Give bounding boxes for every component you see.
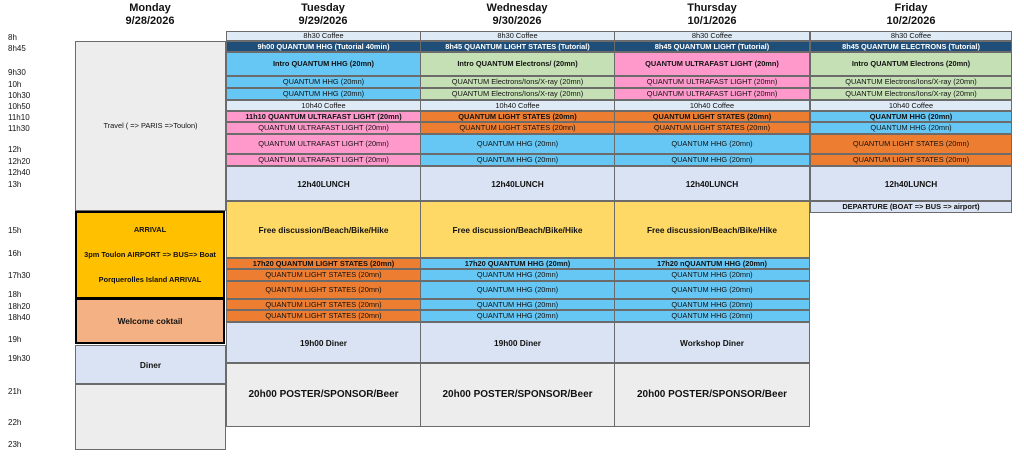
wednesday-session-11h10: QUANTUM LIGHT STATES (20mn) bbox=[420, 111, 615, 122]
tuesday-coffee-mid: 10h40 Coffee bbox=[226, 100, 421, 111]
tuesday-session-10h30: QUANTUM HHG (20mn) bbox=[226, 88, 421, 100]
time-label: 12h20 bbox=[8, 157, 31, 166]
tuesday-session-18h40: QUANTUM LIGHT STATES (20mn) bbox=[226, 310, 421, 322]
time-label: 8h45 bbox=[8, 44, 26, 53]
wednesday-session-18h20: QUANTUM HHG (20mn) bbox=[420, 299, 615, 310]
thursday-session-17h30: QUANTUM HHG (20mn) bbox=[614, 269, 810, 281]
wednesday-diner: 19h00 Diner bbox=[420, 322, 615, 363]
friday-intro: Intro QUANTUM Electrons (20mn) bbox=[810, 52, 1012, 76]
tuesday-tutorial: 9h00 QUANTUM HHG (Tutorial 40min) bbox=[226, 41, 421, 52]
thursday-diner: Workshop Diner bbox=[614, 322, 810, 363]
time-label: 21h bbox=[8, 387, 22, 396]
tuesday-free-discussion: Free discussion/Beach/Bike/Hike bbox=[226, 201, 421, 258]
monday-empty bbox=[75, 384, 226, 450]
tuesday-session-10h: QUANTUM HHG (20mn) bbox=[226, 76, 421, 88]
wednesday-session-12h20: QUANTUM HHG (20mn) bbox=[420, 154, 615, 166]
friday-departure: DEPARTURE (BOAT => BUS => airport) bbox=[810, 201, 1012, 213]
tuesday-session-18h: QUANTUM LIGHT STATES (20mn) bbox=[226, 281, 421, 299]
time-label: 11h10 bbox=[8, 113, 30, 122]
wednesday-tutorial: 8h45 QUANTUM LIGHT STATES (Tutorial) bbox=[420, 41, 615, 52]
tuesday-intro: Intro QUANTUM HHG (20mn) bbox=[226, 52, 421, 76]
thursday-session-17h20: 17h20 nQUANTUM HHG (20mn) bbox=[614, 258, 810, 269]
day-header-thursday: Thursday 10/1/2026 bbox=[687, 2, 737, 27]
time-label: 10h bbox=[8, 80, 22, 89]
tuesday-diner: 19h00 Diner bbox=[226, 322, 421, 363]
tuesday-poster: 20h00 POSTER/SPONSOR/Beer bbox=[226, 363, 421, 427]
wednesday-coffee-mid: 10h40 Coffee bbox=[420, 100, 615, 111]
time-label: 10h30 bbox=[8, 91, 31, 100]
time-label: 12h bbox=[8, 145, 22, 154]
tuesday-coffee-morning: 8h30 Coffee bbox=[226, 31, 421, 41]
time-label: 11h30 bbox=[8, 124, 30, 133]
time-label: 22h bbox=[8, 418, 22, 427]
wednesday-poster: 20h00 POSTER/SPONSOR/Beer bbox=[420, 363, 615, 427]
wednesday-session-18h40: QUANTUM HHG (20mn) bbox=[420, 310, 615, 322]
day-header-monday: Monday 9/28/2026 bbox=[125, 2, 175, 27]
tuesday-session-17h20: 17h20 QUANTUM LIGHT STATES (20mn) bbox=[226, 258, 421, 269]
wednesday-session-10h30: QUANTUM Electrons/Ions/X-ray (20mn) bbox=[420, 88, 615, 100]
friday-session-10h30: QUANTUM Electrons/Ions/X-ray (20mn) bbox=[810, 88, 1012, 100]
wednesday-intro: Intro QUANTUM Electrons/ (20mn) bbox=[420, 52, 615, 76]
thursday-tutorial: 8h45 QUANTUM LIGHT (Tutorial) bbox=[614, 41, 810, 52]
friday-session-11h30: QUANTUM HHG (20mn) bbox=[810, 122, 1012, 134]
friday-lunch: 12h40LUNCH bbox=[810, 166, 1012, 201]
thursday-coffee-mid: 10h40 Coffee bbox=[614, 100, 810, 111]
wednesday-session-12h: QUANTUM HHG (20mn) bbox=[420, 134, 615, 154]
monday-diner: Diner bbox=[75, 345, 226, 384]
wednesday-session-18h: QUANTUM HHG (20mn) bbox=[420, 281, 615, 299]
tuesday-session-18h20: QUANTUM LIGHT STATES (20mn) bbox=[226, 299, 421, 310]
friday-session-11h10: QUANTUM HHG (20mn) bbox=[810, 111, 1012, 122]
thursday-intro: QUANTUM ULTRAFAST LIGHT (20mn) bbox=[614, 52, 810, 76]
day-header-friday: Friday 10/2/2026 bbox=[886, 2, 936, 27]
tuesday-session-12h: QUANTUM ULTRAFAST LIGHT (20mn) bbox=[226, 134, 421, 154]
friday-session-12h: QUANTUM LIGHT STATES (20mn) bbox=[810, 134, 1012, 154]
thursday-session-12h20: QUANTUM HHG (20mn) bbox=[614, 154, 810, 166]
thursday-session-18h: QUANTUM HHG (20mn) bbox=[614, 281, 810, 299]
wednesday-coffee-morning: 8h30 Coffee bbox=[420, 31, 615, 41]
monday-travel: Travel ( => PARIS =>Toulon) bbox=[75, 41, 226, 211]
arrival-title: ARRIVAL bbox=[133, 224, 167, 234]
time-label: 19h bbox=[8, 335, 22, 344]
thursday-session-18h20: QUANTUM HHG (20mn) bbox=[614, 299, 810, 310]
wednesday-session-10h: QUANTUM Electrons/Ions/X-ray (20mn) bbox=[420, 76, 615, 88]
wednesday-session-11h30: QUANTUM LIGHT STATES (20mn) bbox=[420, 122, 615, 134]
friday-session-10h: QUANTUM Electrons/Ions/X-ray (20mn) bbox=[810, 76, 1012, 88]
arrival-island: Porquerolles Island ARRIVAL bbox=[98, 275, 202, 285]
tuesday-session-12h20: QUANTUM ULTRAFAST LIGHT (20mn) bbox=[226, 154, 421, 166]
thursday-session-10h30: QUANTUM ULTRAFAST LIGHT (20mn) bbox=[614, 88, 810, 100]
arrival-airport-bus: 3pm Toulon AIRPORT => BUS=> Boat bbox=[84, 249, 216, 259]
wednesday-session-17h20: 17h20 QUANTUM HHG (20mn) bbox=[420, 258, 615, 269]
time-label: 18h bbox=[8, 290, 22, 299]
thursday-session-11h10: QUANTUM LIGHT STATES (20mn) bbox=[614, 111, 810, 122]
time-label: 17h30 bbox=[8, 271, 31, 280]
thursday-coffee-morning: 8h30 Coffee bbox=[614, 31, 810, 41]
time-label: 12h40 bbox=[8, 168, 31, 177]
day-header-tuesday: Tuesday 9/29/2026 bbox=[298, 2, 348, 27]
time-label: 19h30 bbox=[8, 354, 31, 363]
time-label: 10h50 bbox=[8, 102, 31, 111]
tuesday-lunch: 12h40LUNCH bbox=[226, 166, 421, 201]
time-label: 16h bbox=[8, 249, 22, 258]
thursday-session-18h40: QUANTUM HHG (20mn) bbox=[614, 310, 810, 322]
thursday-lunch: 12h40LUNCH bbox=[614, 166, 810, 201]
time-label: 9h30 bbox=[8, 68, 26, 77]
wednesday-free-discussion: Free discussion/Beach/Bike/Hike bbox=[420, 201, 615, 258]
thursday-free-discussion: Free discussion/Beach/Bike/Hike bbox=[614, 201, 810, 258]
thursday-session-11h30: QUANTUM LIGHT STATES (20mn) bbox=[614, 122, 810, 134]
thursday-session-10h: QUANTUM ULTRAFAST LIGHT (20mn) bbox=[614, 76, 810, 88]
time-label: 18h40 bbox=[8, 313, 31, 322]
friday-coffee-morning: 8h30 Coffee bbox=[810, 31, 1012, 41]
tuesday-session-17h30: QUANTUM LIGHT STATES (20mn) bbox=[226, 269, 421, 281]
thursday-poster: 20h00 POSTER/SPONSOR/Beer bbox=[614, 363, 810, 427]
time-label: 18h20 bbox=[8, 302, 31, 311]
wednesday-lunch: 12h40LUNCH bbox=[420, 166, 615, 201]
monday-arrival bbox=[75, 211, 225, 299]
friday-session-12h20: QUANTUM LIGHT STATES (20mn) bbox=[810, 154, 1012, 166]
time-label: 13h bbox=[8, 180, 22, 189]
day-header-wednesday: Wednesday 9/30/2026 bbox=[486, 2, 548, 27]
wednesday-session-17h30: QUANTUM HHG (20mn) bbox=[420, 269, 615, 281]
time-label: 15h bbox=[8, 226, 22, 235]
time-label: 8h bbox=[8, 33, 17, 42]
tuesday-session-11h30: QUANTUM ULTRAFAST LIGHT (20mn) bbox=[226, 122, 421, 134]
friday-tutorial: 8h45 QUANTUM ELECTRONS (Tutorial) bbox=[810, 41, 1012, 52]
friday-coffee-mid: 10h40 Coffee bbox=[810, 100, 1012, 111]
monday-welcome-cocktail: Welcome coktail bbox=[75, 298, 225, 344]
thursday-session-12h: QUANTUM HHG (20mn) bbox=[614, 134, 810, 154]
time-label: 23h bbox=[8, 440, 22, 449]
tuesday-session-11h10: 11h10 QUANTUM ULTRAFAST LIGHT (20mn) bbox=[226, 111, 421, 122]
